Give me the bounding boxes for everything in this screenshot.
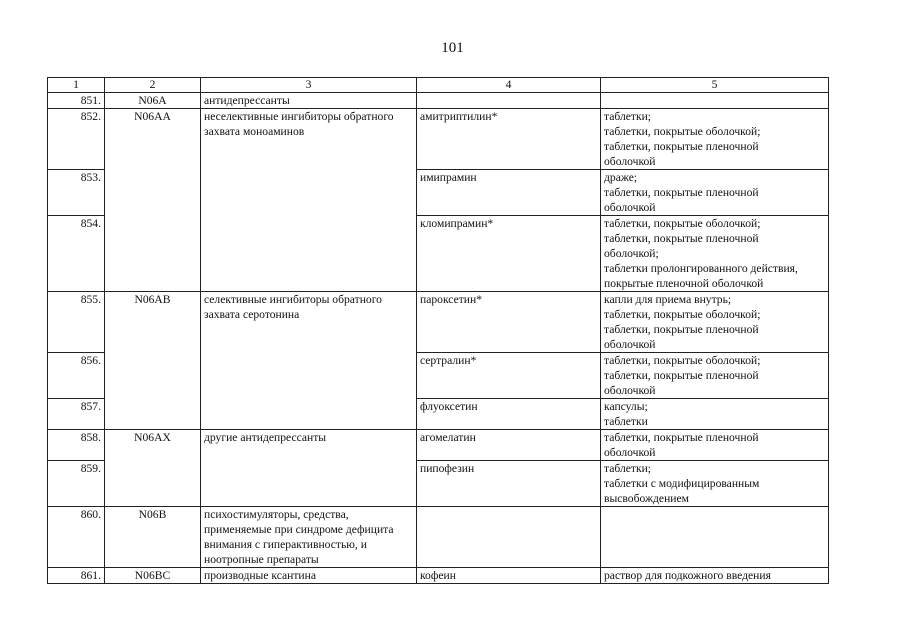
drug-name — [417, 292, 601, 353]
anatomical-group — [201, 292, 417, 430]
dosage-forms — [601, 507, 829, 568]
dosage-forms — [601, 399, 829, 430]
row-number: 855. — [48, 292, 105, 353]
page-number: 101 — [441, 40, 464, 56]
cell-line: другие антидепрессанты — [204, 431, 327, 444]
cell-line: таблетки с модифицированным — [604, 477, 760, 490]
table-header-row — [48, 78, 829, 93]
cell-line: таблетки, покрытые пленочной — [604, 323, 759, 336]
drug-name — [417, 109, 601, 170]
cell-line: пипофезин — [420, 462, 475, 475]
atc-code: N06AX — [105, 430, 201, 507]
cell-line: захвата моноаминов — [204, 125, 305, 138]
row-number: 859. — [48, 461, 105, 507]
row-number: 851. — [48, 93, 105, 109]
dosage-forms — [601, 216, 829, 292]
row-number: 861. — [48, 568, 105, 584]
drug-name — [417, 216, 601, 292]
cell-line: оболочкой; — [604, 247, 659, 260]
cell-line: оболочкой — [604, 155, 656, 168]
cell-line: таблетки, покрытые пленочной — [604, 232, 759, 245]
cell-line: таблетки, покрытые пленочной — [604, 369, 759, 382]
cell-line: таблетки; — [604, 110, 652, 123]
cell-line: высвобождением — [604, 492, 689, 505]
cell-line: капли для приема внутрь; — [604, 293, 732, 306]
cell-line: кломипрамин* — [420, 217, 494, 230]
cell-line: ноотропные препараты — [204, 553, 319, 566]
dosage-forms — [601, 461, 829, 507]
atc-code: N06BC — [105, 568, 201, 584]
cell-line: кофеин — [420, 569, 456, 582]
drug-table — [47, 77, 829, 584]
atc-code: N06AA — [105, 109, 201, 292]
column-header: 5 — [601, 78, 829, 93]
dosage-forms — [601, 568, 829, 584]
table-row — [48, 109, 829, 170]
atc-code: N06B — [105, 507, 201, 568]
cell-line: покрытые пленочной оболочкой — [604, 277, 764, 290]
anatomical-group — [201, 93, 417, 109]
table-row — [48, 292, 829, 353]
cell-line: имипрамин — [420, 171, 477, 184]
row-number: 858. — [48, 430, 105, 461]
dosage-forms — [601, 430, 829, 461]
cell-line: внимания с гиперактивностью, и — [204, 538, 367, 551]
cell-line: применяемые при синдроме дефицита — [204, 523, 394, 536]
dosage-forms — [601, 109, 829, 170]
column-header: 4 — [417, 78, 601, 93]
drug-name — [417, 353, 601, 399]
cell-line: оболочкой — [604, 338, 656, 351]
drug-name — [417, 507, 601, 568]
cell-line: оболочкой — [604, 384, 656, 397]
table-row — [48, 93, 829, 109]
cell-line: пароксетин* — [420, 293, 482, 306]
column-header: 1 — [48, 78, 105, 93]
cell-line: агомелатин — [420, 431, 476, 444]
cell-line: капсулы; — [604, 400, 648, 413]
cell-line: антидепрессанты — [204, 94, 290, 107]
drug-name — [417, 399, 601, 430]
cell-line: таблетки, покрытые оболочкой; — [604, 217, 761, 230]
cell-line: оболочкой — [604, 446, 656, 459]
cell-line: флуоксетин — [420, 400, 478, 413]
cell-line: таблетки — [604, 415, 648, 428]
table-row — [48, 430, 829, 461]
anatomical-group — [201, 507, 417, 568]
cell-line: производные ксантина — [204, 569, 316, 582]
cell-line: психостимуляторы, средства, — [204, 508, 349, 521]
row-number: 852. — [48, 109, 105, 170]
dosage-forms — [601, 292, 829, 353]
drug-name — [417, 170, 601, 216]
cell-line: таблетки, покрытые пленочной — [604, 140, 759, 153]
cell-line: таблетки, покрытые оболочкой; — [604, 125, 761, 138]
row-number: 854. — [48, 216, 105, 292]
cell-line: селективные ингибиторы обратного — [204, 293, 382, 306]
cell-line: драже; — [604, 171, 638, 184]
atc-code: N06A — [105, 93, 201, 109]
anatomical-group — [201, 430, 417, 507]
cell-line: таблетки, покрытые оболочкой; — [604, 308, 761, 321]
cell-line: захвата серотонина — [204, 308, 300, 321]
drug-name — [417, 93, 601, 109]
table-row — [48, 507, 829, 568]
anatomical-group — [201, 109, 417, 292]
cell-line: сертралин* — [420, 354, 477, 367]
dosage-forms — [601, 93, 829, 109]
table-row — [48, 568, 829, 584]
column-header: 3 — [201, 78, 417, 93]
drug-name — [417, 461, 601, 507]
dosage-forms — [601, 353, 829, 399]
dosage-forms — [601, 170, 829, 216]
cell-line: амитриптилин* — [420, 110, 498, 123]
row-number: 860. — [48, 507, 105, 568]
cell-line: неселективные ингибиторы обратного — [204, 110, 394, 123]
drug-name — [417, 430, 601, 461]
cell-line: оболочкой — [604, 201, 656, 214]
drug-name — [417, 568, 601, 584]
atc-code: N06AB — [105, 292, 201, 430]
cell-line: таблетки, покрытые пленочной — [604, 431, 759, 444]
row-number: 857. — [48, 399, 105, 430]
column-header: 2 — [105, 78, 201, 93]
cell-line: таблетки, покрытые оболочкой; — [604, 354, 761, 367]
cell-line: раствор для подкожного введения — [604, 569, 771, 582]
row-number: 856. — [48, 353, 105, 399]
cell-line: таблетки пролонгированного действия, — [604, 262, 798, 275]
anatomical-group — [201, 568, 417, 584]
cell-line: таблетки, покрытые пленочной — [604, 186, 759, 199]
row-number: 853. — [48, 170, 105, 216]
cell-line: таблетки; — [604, 462, 652, 475]
